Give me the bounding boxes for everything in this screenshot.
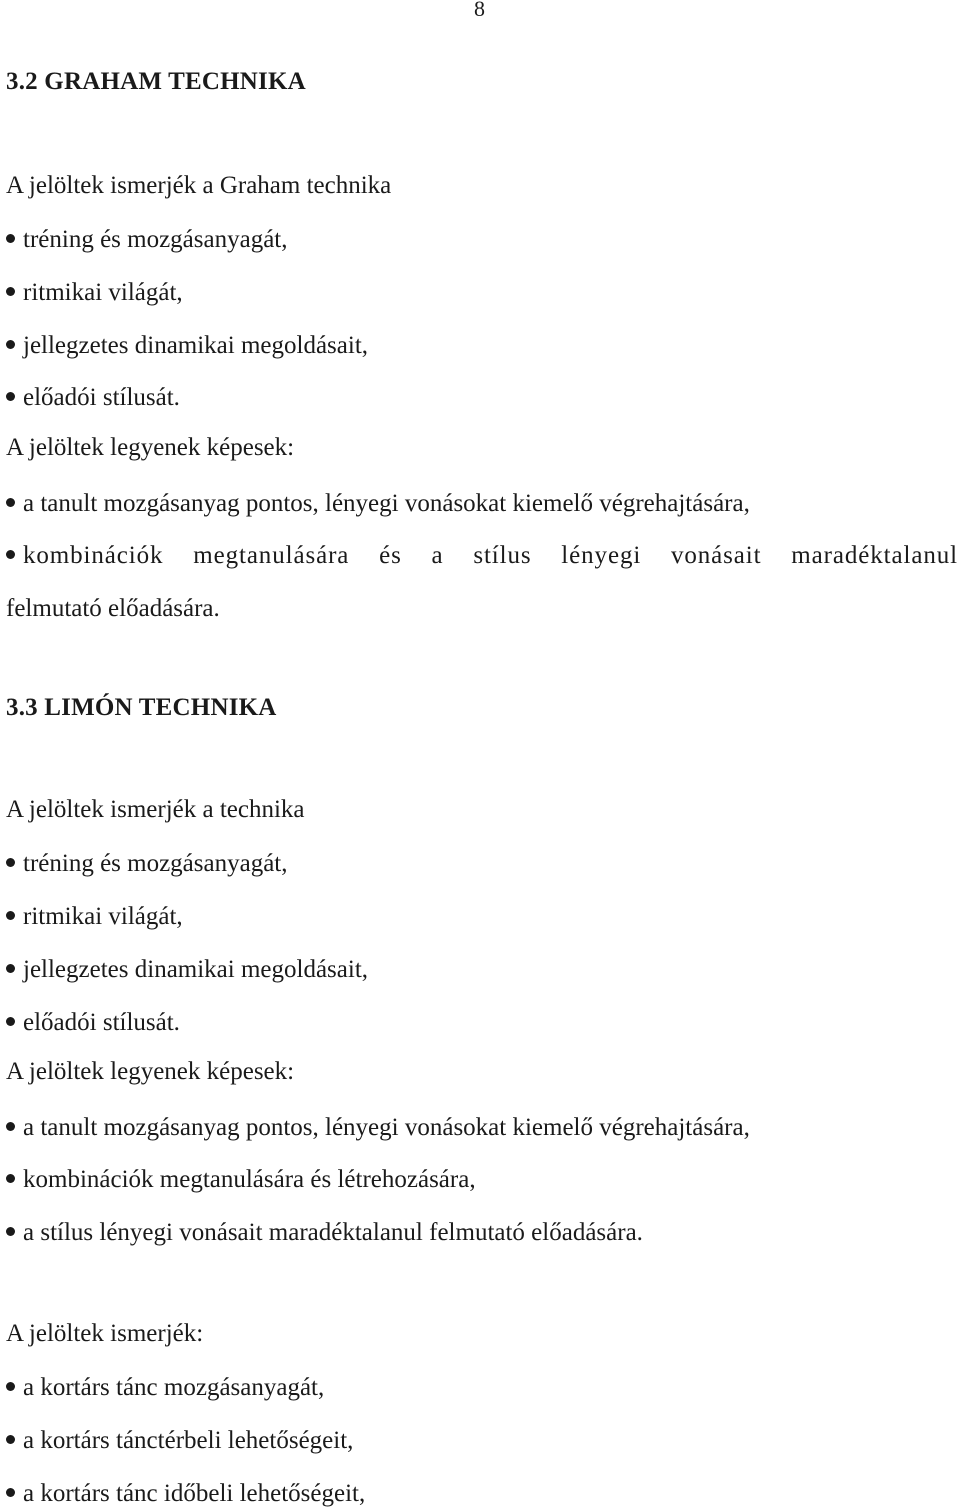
limon-intro-know: A jelöltek ismerjék a technika bbox=[6, 796, 305, 823]
list-item: a kortárs tánc mozgásanyagát, bbox=[6, 1374, 324, 1402]
list-item: ritmikai világát, bbox=[6, 279, 183, 307]
bullet-icon bbox=[6, 1122, 15, 1131]
contemporary-intro-know: A jelöltek ismerjék: bbox=[6, 1320, 204, 1347]
bullet-icon bbox=[6, 550, 15, 559]
list-item: a tanult mozgásanyag pontos, lényegi vonásokat kiemelő végrehajtására, bbox=[6, 490, 750, 518]
list-item: ritmikai világát, bbox=[6, 903, 183, 931]
section-heading-graham: 3.2 GRAHAM TECHNIKA bbox=[6, 68, 306, 95]
bullet-icon bbox=[6, 1435, 15, 1444]
bullet-icon bbox=[6, 287, 15, 296]
graham-intro-know: A jelöltek ismerjék a Graham technika bbox=[6, 172, 392, 199]
list-item: jellegzetes dinamikai megoldásait, bbox=[6, 332, 368, 360]
bullet-icon bbox=[6, 911, 15, 920]
list-item: tréning és mozgásanyagát, bbox=[6, 850, 288, 878]
bullet-icon bbox=[6, 1488, 15, 1497]
bullet-icon bbox=[6, 1017, 15, 1026]
bullet-icon bbox=[6, 340, 15, 349]
list-item: kombinációk megtanulására és a stílus lényegi vonásait maradéktalanul bbox=[6, 542, 958, 570]
list-item: a stílus lényegi vonásait maradéktalanul felmutató előadására. bbox=[6, 1219, 643, 1247]
list-item: tréning és mozgásanyagát, bbox=[6, 226, 288, 254]
list-item: kombinációk megtanulására és létrehozására, bbox=[6, 1166, 476, 1194]
bullet-icon bbox=[6, 392, 15, 401]
bullet-icon bbox=[6, 1174, 15, 1183]
page-number: 8 bbox=[474, 0, 485, 21]
list-item: a kortárs tánctérbeli lehetőségeit, bbox=[6, 1427, 353, 1455]
list-item: előadói stílusát. bbox=[6, 1009, 180, 1037]
list-item-continuation: felmutató előadására. bbox=[6, 595, 220, 622]
list-item: a kortárs tánc időbeli lehetőségeit, bbox=[6, 1480, 365, 1508]
limon-intro-able: A jelöltek legyenek képesek: bbox=[6, 1058, 295, 1085]
graham-intro-able: A jelöltek legyenek képesek: bbox=[6, 434, 295, 461]
list-item: a tanult mozgásanyag pontos, lényegi vonásokat kiemelő végrehajtására, bbox=[6, 1114, 750, 1142]
section-heading-limon: 3.3 LIMÓN TECHNIKA bbox=[6, 694, 277, 721]
bullet-icon bbox=[6, 234, 15, 243]
bullet-icon bbox=[6, 964, 15, 973]
bullet-icon bbox=[6, 1227, 15, 1236]
bullet-icon bbox=[6, 858, 15, 867]
bullet-icon bbox=[6, 1382, 15, 1391]
list-item: előadói stílusát. bbox=[6, 384, 180, 412]
list-item: jellegzetes dinamikai megoldásait, bbox=[6, 956, 368, 984]
bullet-icon bbox=[6, 498, 15, 507]
